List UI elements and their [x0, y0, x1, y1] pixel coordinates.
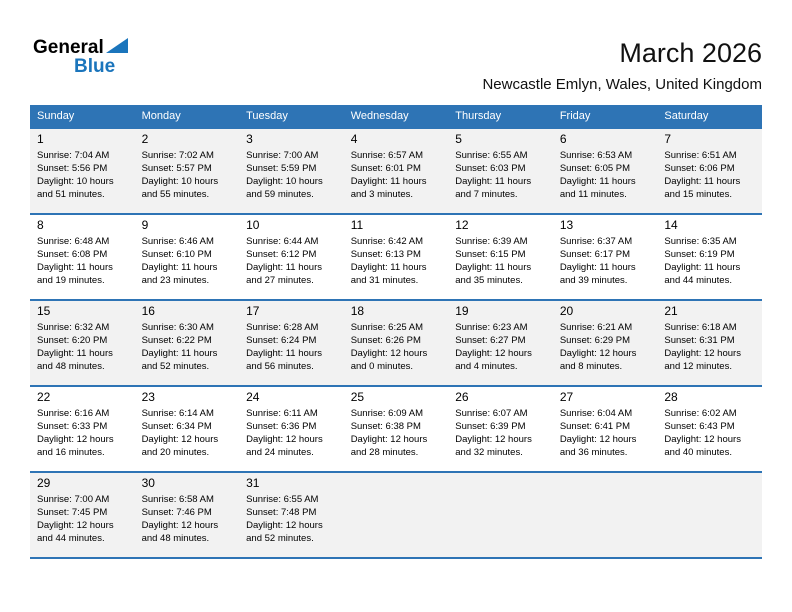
- daylight-text-line1: Daylight: 11 hours: [141, 348, 218, 359]
- sunset-text: Sunset: 5:56 PM: [37, 163, 108, 174]
- sunrise-text: Sunrise: 6:02 AM: [664, 408, 737, 419]
- daylight-text-line2: and 36 minutes.: [559, 447, 628, 458]
- sunset-text: Sunset: 5:59 PM: [246, 163, 317, 174]
- daylight-text-line2: and 52 minutes.: [141, 361, 210, 372]
- sunset-text: Sunset: 7:45 PM: [37, 507, 108, 518]
- sunset-text: Sunset: 6:29 PM: [559, 335, 631, 346]
- day-cell: [239, 300, 344, 386]
- sunrise-text: Sunrise: 6:48 AM: [37, 236, 110, 247]
- sunrise-text: Sunrise: 6:23 AM: [455, 322, 528, 333]
- sunset-text: Sunset: 6:22 PM: [141, 335, 212, 346]
- sunrise-text: Sunrise: 7:04 AM: [37, 150, 110, 161]
- day-cell: [135, 128, 240, 214]
- daylight-text-line2: and 23 minutes.: [141, 275, 210, 286]
- week-row-5: [30, 472, 762, 558]
- day-cell: [344, 386, 449, 472]
- week-row-1: [30, 128, 762, 214]
- sunrise-text: Sunrise: 6:14 AM: [141, 408, 214, 419]
- sunrise-text: Sunrise: 7:00 AM: [37, 494, 110, 505]
- daylight-text-line1: Daylight: 12 hours: [350, 434, 428, 445]
- daylight-text-line1: Daylight: 12 hours: [246, 434, 323, 445]
- day-cell: [239, 128, 344, 214]
- day-number: 20: [559, 304, 574, 318]
- day-number: 4: [350, 132, 358, 146]
- logo-triangle-icon: [106, 38, 128, 57]
- weekday-header-monday: Monday: [135, 105, 240, 128]
- daylight-text-line2: and 55 minutes.: [141, 189, 210, 200]
- general-blue-logo: [33, 38, 128, 76]
- day-number: 16: [141, 304, 155, 318]
- daylight-text-line2: and 48 minutes.: [37, 361, 105, 372]
- daylight-text-line1: Daylight: 12 hours: [37, 520, 114, 531]
- day-number: 10: [246, 218, 260, 232]
- day-number: 17: [246, 304, 260, 318]
- day-number: 30: [141, 476, 155, 490]
- daylight-text-line1: Daylight: 11 hours: [664, 262, 741, 273]
- page-title: March 2026: [619, 38, 762, 68]
- daylight-text-line2: and 28 minutes.: [350, 447, 419, 458]
- week-row-3: [30, 300, 762, 386]
- daylight-text-line2: and 31 minutes.: [350, 275, 419, 286]
- calendar-table: [30, 105, 762, 559]
- sunrise-text: Sunrise: 6:11 AM: [246, 408, 318, 419]
- daylight-text-line1: Daylight: 11 hours: [350, 176, 427, 187]
- day-number: 15: [37, 304, 51, 318]
- day-number: 7: [664, 132, 672, 146]
- day-number: 9: [141, 218, 149, 232]
- calendar-body: [30, 128, 762, 558]
- location-subtitle: Newcastle Emlyn, Wales, United Kingdom: [482, 76, 762, 93]
- sunset-text: Sunset: 6:06 PM: [664, 163, 735, 174]
- weekday-header-tuesday: Tuesday: [239, 105, 344, 128]
- daylight-text-line1: Daylight: 11 hours: [246, 348, 322, 359]
- logo-text-general: General: [33, 37, 104, 58]
- sunset-text: Sunset: 6:10 PM: [141, 249, 212, 260]
- sunset-text: Sunset: 6:13 PM: [350, 249, 421, 260]
- day-cell: [657, 128, 762, 214]
- sunset-text: Sunset: 6:43 PM: [664, 421, 735, 432]
- sunrise-text: Sunrise: 6:25 AM: [350, 322, 424, 333]
- sunrise-text: Sunrise: 6:53 AM: [559, 150, 633, 161]
- weekday-header-row: [30, 105, 762, 128]
- day-cell: [344, 214, 449, 300]
- sunset-text: Sunset: 7:46 PM: [141, 507, 212, 518]
- day-cell: [448, 128, 553, 214]
- daylight-text-line2: and 4 minutes.: [455, 361, 518, 372]
- daylight-text-line1: Daylight: 11 hours: [455, 262, 532, 273]
- week-row-2: [30, 214, 762, 300]
- daylight-text-line2: and 3 minutes.: [350, 189, 414, 200]
- sunrise-text: Sunrise: 6:39 AM: [455, 236, 528, 247]
- daylight-text-line2: and 27 minutes.: [246, 275, 314, 286]
- daylight-text-line1: Daylight: 12 hours: [664, 434, 741, 445]
- day-number: 22: [37, 390, 51, 404]
- sunrise-text: Sunrise: 6:18 AM: [664, 322, 737, 333]
- day-cell: [448, 300, 553, 386]
- daylight-text-line1: Daylight: 10 hours: [246, 176, 323, 187]
- day-cell: [239, 386, 344, 472]
- weekday-header-thursday: Thursday: [448, 105, 553, 128]
- daylight-text-line1: Daylight: 12 hours: [455, 348, 532, 359]
- sunrise-text: Sunrise: 6:09 AM: [350, 408, 424, 419]
- daylight-text-line1: Daylight: 11 hours: [141, 262, 218, 273]
- day-cell: [553, 386, 658, 472]
- day-number: 23: [141, 390, 155, 404]
- day-cell: [448, 214, 553, 300]
- daylight-text-line2: and 40 minutes.: [664, 447, 732, 458]
- sunrise-text: Sunrise: 7:00 AM: [246, 150, 319, 161]
- sunrise-text: Sunrise: 6:30 AM: [141, 322, 214, 333]
- sunrise-text: Sunrise: 6:21 AM: [559, 322, 633, 333]
- weekday-header-wednesday: Wednesday: [344, 105, 449, 128]
- daylight-text-line2: and 52 minutes.: [246, 533, 314, 544]
- daylight-text-line2: and 59 minutes.: [246, 189, 314, 200]
- sunrise-text: Sunrise: 6:57 AM: [350, 150, 424, 161]
- daylight-text-line1: Daylight: 12 hours: [141, 434, 219, 445]
- sunrise-text: Sunrise: 6:51 AM: [664, 150, 737, 161]
- sunrise-text: Sunrise: 6:46 AM: [141, 236, 214, 247]
- weekday-header-friday: Friday: [553, 105, 658, 128]
- sunrise-text: Sunrise: 6:44 AM: [246, 236, 319, 247]
- sunrise-text: Sunrise: 6:07 AM: [455, 408, 528, 419]
- day-cell: [135, 386, 240, 472]
- sunset-text: Sunset: 6:08 PM: [37, 249, 108, 260]
- day-cell: [135, 300, 240, 386]
- sunset-text: Sunset: 6:15 PM: [455, 249, 526, 260]
- weekday-header-saturday: Saturday: [657, 105, 762, 128]
- sunset-text: Sunset: 6:17 PM: [559, 249, 631, 260]
- sunset-text: Sunset: 6:05 PM: [559, 163, 631, 174]
- daylight-text-line2: and 7 minutes.: [455, 189, 518, 200]
- sunset-text: Sunset: 6:39 PM: [455, 421, 526, 432]
- sunrise-text: Sunrise: 6:58 AM: [141, 494, 214, 505]
- day-number: 5: [455, 132, 462, 146]
- daylight-text-line1: Daylight: 11 hours: [246, 262, 322, 273]
- sunrise-text: Sunrise: 6:42 AM: [350, 236, 424, 247]
- daylight-text-line2: and 20 minutes.: [141, 447, 210, 458]
- empty-day-cell: [448, 472, 553, 558]
- daylight-text-line2: and 48 minutes.: [141, 533, 210, 544]
- daylight-text-line2: and 8 minutes.: [559, 361, 623, 372]
- daylight-text-line1: Daylight: 11 hours: [37, 262, 113, 273]
- day-number: 8: [37, 218, 44, 232]
- day-number: 27: [559, 390, 574, 404]
- sunrise-text: Sunrise: 6:16 AM: [37, 408, 110, 419]
- day-cell: [239, 472, 344, 558]
- day-number: 1: [37, 132, 44, 146]
- sunrise-text: Sunrise: 6:55 AM: [246, 494, 319, 505]
- sunset-text: Sunset: 6:03 PM: [455, 163, 526, 174]
- day-cell: [657, 300, 762, 386]
- empty-day-cell: [344, 472, 449, 558]
- sunset-text: Sunset: 6:01 PM: [350, 163, 421, 174]
- sunrise-text: Sunrise: 7:02 AM: [141, 150, 214, 161]
- day-cell: [448, 386, 553, 472]
- daylight-text-line2: and 56 minutes.: [246, 361, 314, 372]
- day-cell: [344, 128, 449, 214]
- daylight-text-line2: and 44 minutes.: [37, 533, 105, 544]
- day-number: 24: [246, 390, 260, 404]
- day-number: 26: [455, 390, 469, 404]
- daylight-text-line1: Daylight: 10 hours: [141, 176, 219, 187]
- daylight-text-line2: and 39 minutes.: [559, 275, 628, 286]
- daylight-text-line2: and 12 minutes.: [664, 361, 732, 372]
- day-cell: [30, 300, 135, 386]
- day-number: 6: [559, 132, 567, 146]
- daylight-text-line1: Daylight: 12 hours: [664, 348, 741, 359]
- sunset-text: Sunset: 6:12 PM: [246, 249, 317, 260]
- daylight-text-line2: and 11 minutes.: [559, 189, 627, 200]
- day-cell: [30, 386, 135, 472]
- daylight-text-line2: and 35 minutes.: [455, 275, 523, 286]
- sunset-text: Sunset: 6:26 PM: [350, 335, 421, 346]
- empty-day-cell: [553, 472, 658, 558]
- day-number: 19: [455, 304, 469, 318]
- daylight-text-line2: and 0 minutes.: [350, 361, 414, 372]
- day-cell: [657, 214, 762, 300]
- daylight-text-line1: Daylight: 11 hours: [559, 262, 636, 273]
- daylight-text-line1: Daylight: 11 hours: [455, 176, 532, 187]
- daylight-text-line1: Daylight: 11 hours: [350, 262, 427, 273]
- sunrise-text: Sunrise: 6:37 AM: [559, 236, 633, 247]
- daylight-text-line1: Daylight: 12 hours: [559, 348, 637, 359]
- daylight-text-line2: and 16 minutes.: [37, 447, 105, 458]
- day-cell: [30, 472, 135, 558]
- sunset-text: Sunset: 6:34 PM: [141, 421, 212, 432]
- sunset-text: Sunset: 6:20 PM: [37, 335, 108, 346]
- daylight-text-line1: Daylight: 10 hours: [37, 176, 114, 187]
- sunset-text: Sunset: 6:36 PM: [246, 421, 317, 432]
- sunset-text: Sunset: 6:24 PM: [246, 335, 317, 346]
- daylight-text-line2: and 19 minutes.: [37, 275, 105, 286]
- day-cell: [30, 128, 135, 214]
- sunset-text: Sunset: 6:31 PM: [664, 335, 735, 346]
- day-cell: [553, 214, 658, 300]
- week-row-4: [30, 386, 762, 472]
- weekday-header-sunday: Sunday: [30, 105, 135, 128]
- sunrise-text: Sunrise: 6:55 AM: [455, 150, 528, 161]
- day-number: 18: [350, 304, 365, 318]
- day-number: 11: [350, 218, 364, 232]
- daylight-text-line1: Daylight: 11 hours: [37, 348, 113, 359]
- logo-text-blue: Blue: [74, 56, 116, 77]
- daylight-text-line1: Daylight: 12 hours: [37, 434, 114, 445]
- sunset-text: Sunset: 7:48 PM: [246, 507, 317, 518]
- daylight-text-line1: Daylight: 12 hours: [246, 520, 323, 531]
- daylight-text-line2: and 15 minutes.: [664, 189, 732, 200]
- sunrise-text: Sunrise: 6:28 AM: [246, 322, 319, 333]
- sunrise-text: Sunrise: 6:04 AM: [559, 408, 633, 419]
- day-cell: [657, 386, 762, 472]
- sunrise-text: Sunrise: 6:32 AM: [37, 322, 110, 333]
- day-number: 31: [246, 476, 260, 490]
- sunrise-text: Sunrise: 6:35 AM: [664, 236, 737, 247]
- sunset-text: Sunset: 6:38 PM: [350, 421, 421, 432]
- daylight-text-line2: and 32 minutes.: [455, 447, 523, 458]
- sunset-text: Sunset: 6:27 PM: [455, 335, 526, 346]
- daylight-text-line2: and 44 minutes.: [664, 275, 732, 286]
- day-cell: [135, 472, 240, 558]
- day-number: 14: [664, 218, 678, 232]
- day-number: 3: [246, 132, 253, 146]
- daylight-text-line1: Daylight: 12 hours: [141, 520, 219, 531]
- empty-day-cell: [657, 472, 762, 558]
- sunset-text: Sunset: 6:19 PM: [664, 249, 735, 260]
- daylight-text-line2: and 24 minutes.: [246, 447, 314, 458]
- sunset-text: Sunset: 5:57 PM: [141, 163, 212, 174]
- day-number: 21: [664, 304, 678, 318]
- daylight-text-line1: Daylight: 11 hours: [664, 176, 741, 187]
- sunset-text: Sunset: 6:41 PM: [559, 421, 631, 432]
- day-number: 13: [559, 218, 574, 232]
- day-number: 28: [664, 390, 678, 404]
- sunset-text: Sunset: 6:33 PM: [37, 421, 108, 432]
- daylight-text-line1: Daylight: 12 hours: [455, 434, 532, 445]
- daylight-text-line1: Daylight: 12 hours: [350, 348, 428, 359]
- day-cell: [30, 214, 135, 300]
- day-number: 29: [37, 476, 51, 490]
- day-number: 25: [350, 390, 365, 404]
- day-cell: [553, 128, 658, 214]
- daylight-text-line1: Daylight: 12 hours: [559, 434, 637, 445]
- daylight-text-line1: Daylight: 11 hours: [559, 176, 636, 187]
- day-number: 2: [141, 132, 149, 146]
- day-cell: [553, 300, 658, 386]
- day-number: 12: [455, 218, 469, 232]
- day-cell: [344, 300, 449, 386]
- day-cell: [135, 214, 240, 300]
- day-cell: [239, 214, 344, 300]
- daylight-text-line2: and 51 minutes.: [37, 189, 105, 200]
